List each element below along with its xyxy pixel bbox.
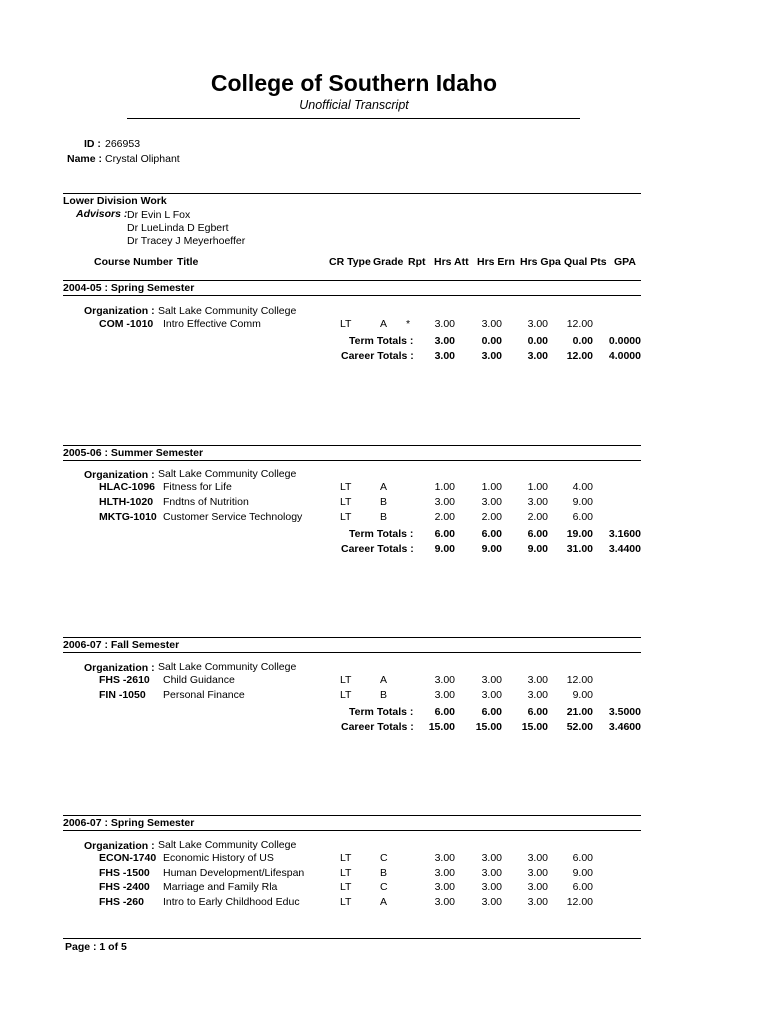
term-qual-pts: 0.00 bbox=[572, 335, 593, 347]
career-hrs-gpa: 9.00 bbox=[527, 543, 548, 555]
course-grade: C bbox=[380, 852, 388, 864]
term-qual-pts: 21.00 bbox=[566, 706, 593, 718]
term-hrs-gpa: 6.00 bbox=[527, 528, 548, 540]
course-cr-type: LT bbox=[340, 481, 352, 493]
career-totals-label: Career Totals : bbox=[341, 350, 414, 362]
career-totals-label: Career Totals : bbox=[341, 721, 414, 733]
course-hrs-att: 3.00 bbox=[434, 852, 455, 864]
term-title: 2004-05 : Spring Semester bbox=[63, 282, 195, 294]
organization-value: Salt Lake Community College bbox=[158, 661, 297, 673]
course-cr-type: LT bbox=[340, 896, 352, 908]
career-totals-row bbox=[0, 721, 768, 735]
course-title: Personal Finance bbox=[163, 689, 245, 701]
career-qual-pts: 12.00 bbox=[566, 350, 593, 362]
course-qual-pts: 12.00 bbox=[566, 674, 593, 686]
career-hrs-gpa: 15.00 bbox=[521, 721, 548, 733]
student-name-value: Crystal Oliphant bbox=[105, 153, 180, 165]
col-hrs-gpa: Hrs Gpa bbox=[520, 256, 561, 268]
advisors-label: Advisors : bbox=[76, 208, 128, 220]
header-divider bbox=[127, 118, 580, 119]
course-grade: B bbox=[380, 511, 388, 523]
course-hrs-att: 3.00 bbox=[434, 896, 455, 908]
course-cr-type: LT bbox=[340, 496, 352, 508]
course-title: Intro to Early Childhood Educ bbox=[163, 896, 300, 908]
course-hrs-att: 2.00 bbox=[434, 511, 455, 523]
table-row bbox=[0, 896, 768, 910]
course-hrs-gpa: 3.00 bbox=[527, 318, 548, 330]
career-totals-row bbox=[0, 350, 768, 364]
advisor-name: Dr Evin L Fox bbox=[127, 209, 191, 221]
organization-label: Organization : bbox=[84, 469, 155, 481]
term-title: 2006-07 : Spring Semester bbox=[63, 817, 195, 829]
student-name-label: Name : bbox=[67, 153, 103, 165]
term-divider bbox=[63, 637, 641, 638]
career-gpa: 3.4400 bbox=[608, 543, 641, 555]
col-cr-type: CR Type bbox=[329, 256, 371, 268]
table-row bbox=[0, 496, 768, 510]
term-divider bbox=[63, 460, 641, 461]
division-divider bbox=[63, 193, 641, 194]
course-hrs-ern: 2.00 bbox=[481, 511, 502, 523]
term-gpa: 3.1600 bbox=[608, 528, 641, 540]
col-title: Title bbox=[177, 256, 199, 268]
course-rpt: * bbox=[406, 318, 411, 330]
term-divider bbox=[63, 280, 641, 281]
course-qual-pts: 4.00 bbox=[572, 481, 593, 493]
course-title: Fndtns of Nutrition bbox=[163, 496, 249, 508]
course-cr-type: LT bbox=[340, 689, 352, 701]
term-hrs-att: 6.00 bbox=[434, 528, 455, 540]
course-number: ECON-1740 bbox=[99, 852, 157, 864]
col-gpa: GPA bbox=[614, 256, 636, 268]
division-title: Lower Division Work bbox=[63, 195, 167, 207]
term-totals-row bbox=[0, 706, 768, 720]
course-number: FHS -260 bbox=[99, 896, 144, 908]
term-hrs-gpa: 6.00 bbox=[527, 706, 548, 718]
advisor-name: Dr Tracey J Meyerhoeffer bbox=[127, 235, 246, 247]
term-divider bbox=[63, 295, 641, 296]
term-gpa: 3.5000 bbox=[608, 706, 641, 718]
course-qual-pts: 12.00 bbox=[566, 896, 593, 908]
col-qual-pts: Qual Pts bbox=[564, 256, 607, 268]
course-grade: A bbox=[380, 318, 388, 330]
footer-divider bbox=[63, 938, 641, 939]
course-hrs-att: 3.00 bbox=[434, 318, 455, 330]
course-hrs-ern: 3.00 bbox=[481, 674, 502, 686]
course-hrs-att: 3.00 bbox=[434, 689, 455, 701]
course-number: COM -1010 bbox=[99, 318, 154, 330]
term-totals-row bbox=[0, 528, 768, 542]
course-qual-pts: 9.00 bbox=[572, 496, 593, 508]
course-cr-type: LT bbox=[340, 318, 352, 330]
course-qual-pts: 12.00 bbox=[566, 318, 593, 330]
col-rpt: Rpt bbox=[408, 256, 426, 268]
term-totals-label: Term Totals : bbox=[349, 706, 414, 718]
course-title: Human Development/Lifespan bbox=[163, 867, 305, 879]
career-hrs-ern: 9.00 bbox=[481, 543, 502, 555]
organization-value: Salt Lake Community College bbox=[158, 468, 297, 480]
organization-value: Salt Lake Community College bbox=[158, 305, 297, 317]
term-divider bbox=[63, 815, 641, 816]
course-hrs-gpa: 2.00 bbox=[527, 511, 548, 523]
course-title: Marriage and Family Rla bbox=[163, 881, 278, 893]
career-gpa: 4.0000 bbox=[608, 350, 641, 362]
course-grade: B bbox=[380, 689, 388, 701]
course-hrs-gpa: 3.00 bbox=[527, 852, 548, 864]
term-divider bbox=[63, 652, 641, 653]
course-hrs-gpa: 3.00 bbox=[527, 674, 548, 686]
term-hrs-ern: 0.00 bbox=[481, 335, 502, 347]
term-totals-row bbox=[0, 335, 768, 349]
course-hrs-gpa: 3.00 bbox=[527, 867, 548, 879]
course-number: FHS -2610 bbox=[99, 674, 150, 686]
term-hrs-ern: 6.00 bbox=[481, 528, 502, 540]
term-hrs-gpa: 0.00 bbox=[527, 335, 548, 347]
course-title: Intro Effective Comm bbox=[163, 318, 261, 330]
organization-value: Salt Lake Community College bbox=[158, 839, 297, 851]
document-title: College of Southern Idaho bbox=[210, 70, 498, 96]
course-title: Fitness for Life bbox=[163, 481, 232, 493]
career-qual-pts: 31.00 bbox=[566, 543, 593, 555]
course-hrs-att: 3.00 bbox=[434, 867, 455, 879]
course-number: HLAC-1096 bbox=[99, 481, 156, 493]
table-row bbox=[0, 881, 768, 895]
course-number: FHS -1500 bbox=[99, 867, 150, 879]
course-hrs-ern: 3.00 bbox=[481, 881, 502, 893]
course-title: Economic History of US bbox=[163, 852, 274, 864]
course-hrs-ern: 3.00 bbox=[481, 867, 502, 879]
course-hrs-gpa: 3.00 bbox=[527, 689, 548, 701]
course-grade: C bbox=[380, 881, 388, 893]
advisor-name: Dr LueLinda D Egbert bbox=[127, 222, 229, 234]
term-qual-pts: 19.00 bbox=[566, 528, 593, 540]
course-hrs-gpa: 1.00 bbox=[527, 481, 548, 493]
term-totals-label: Term Totals : bbox=[349, 528, 414, 540]
term-hrs-att: 6.00 bbox=[434, 706, 455, 718]
course-qual-pts: 6.00 bbox=[572, 852, 593, 864]
term-title: 2005-06 : Summer Semester bbox=[63, 447, 204, 459]
term-divider bbox=[63, 445, 641, 446]
course-hrs-ern: 3.00 bbox=[481, 852, 502, 864]
course-hrs-att: 1.00 bbox=[434, 481, 455, 493]
career-totals-row bbox=[0, 543, 768, 557]
organization-label: Organization : bbox=[84, 305, 155, 317]
career-hrs-ern: 15.00 bbox=[475, 721, 502, 733]
course-hrs-ern: 3.00 bbox=[481, 496, 502, 508]
table-row bbox=[0, 674, 768, 688]
course-grade: B bbox=[380, 496, 388, 508]
career-hrs-att: 3.00 bbox=[434, 350, 455, 362]
organization-label: Organization : bbox=[84, 840, 155, 852]
organization-label: Organization : bbox=[84, 662, 155, 674]
career-hrs-att: 15.00 bbox=[428, 721, 455, 733]
table-row bbox=[0, 481, 768, 495]
col-hrs-ern: Hrs Ern bbox=[477, 256, 515, 268]
course-grade: A bbox=[380, 896, 388, 908]
career-totals-label: Career Totals : bbox=[341, 543, 414, 555]
course-hrs-gpa: 3.00 bbox=[527, 496, 548, 508]
student-id-value: 266953 bbox=[105, 138, 141, 150]
course-cr-type: LT bbox=[340, 674, 352, 686]
course-title: Child Guidance bbox=[163, 674, 235, 686]
course-hrs-ern: 1.00 bbox=[481, 481, 502, 493]
col-grade: Grade bbox=[373, 256, 404, 268]
term-totals-label: Term Totals : bbox=[349, 335, 414, 347]
course-hrs-att: 3.00 bbox=[434, 674, 455, 686]
course-grade: A bbox=[380, 674, 388, 686]
course-qual-pts: 9.00 bbox=[572, 867, 593, 879]
course-hrs-att: 3.00 bbox=[434, 496, 455, 508]
term-gpa: 0.0000 bbox=[608, 335, 641, 347]
table-row bbox=[0, 852, 768, 866]
term-hrs-ern: 6.00 bbox=[481, 706, 502, 718]
table-row bbox=[0, 867, 768, 881]
career-qual-pts: 52.00 bbox=[566, 721, 593, 733]
course-grade: B bbox=[380, 867, 388, 879]
course-qual-pts: 6.00 bbox=[572, 881, 593, 893]
career-hrs-ern: 3.00 bbox=[481, 350, 502, 362]
course-qual-pts: 6.00 bbox=[572, 511, 593, 523]
course-qual-pts: 9.00 bbox=[572, 689, 593, 701]
student-id-label: ID : bbox=[84, 138, 101, 150]
term-title: 2006-07 : Fall Semester bbox=[63, 639, 180, 651]
table-row bbox=[0, 318, 768, 332]
col-hrs-att: Hrs Att bbox=[434, 256, 469, 268]
career-hrs-gpa: 3.00 bbox=[527, 350, 548, 362]
course-cr-type: LT bbox=[340, 867, 352, 879]
course-number: FIN -1050 bbox=[99, 689, 146, 701]
table-row bbox=[0, 511, 768, 525]
course-number: HLTH-1020 bbox=[99, 496, 154, 508]
course-cr-type: LT bbox=[340, 511, 352, 523]
course-hrs-gpa: 3.00 bbox=[527, 896, 548, 908]
career-hrs-att: 9.00 bbox=[434, 543, 455, 555]
term-hrs-att: 3.00 bbox=[434, 335, 455, 347]
course-hrs-ern: 3.00 bbox=[481, 689, 502, 701]
document-subtitle: Unofficial Transcript bbox=[299, 98, 409, 112]
course-number: MKTG-1010 bbox=[99, 511, 157, 523]
course-cr-type: LT bbox=[340, 852, 352, 864]
term-divider bbox=[63, 830, 641, 831]
course-hrs-att: 3.00 bbox=[434, 881, 455, 893]
page-number: Page : 1 of 5 bbox=[65, 941, 127, 953]
career-gpa: 3.4600 bbox=[608, 721, 641, 733]
course-number: FHS -2400 bbox=[99, 881, 150, 893]
course-title: Customer Service Technology bbox=[163, 511, 303, 523]
course-grade: A bbox=[380, 481, 388, 493]
course-hrs-ern: 3.00 bbox=[481, 318, 502, 330]
table-row bbox=[0, 689, 768, 703]
course-hrs-ern: 3.00 bbox=[481, 896, 502, 908]
course-cr-type: LT bbox=[340, 881, 352, 893]
col-course-number: Course Number bbox=[94, 256, 173, 268]
course-hrs-gpa: 3.00 bbox=[527, 881, 548, 893]
